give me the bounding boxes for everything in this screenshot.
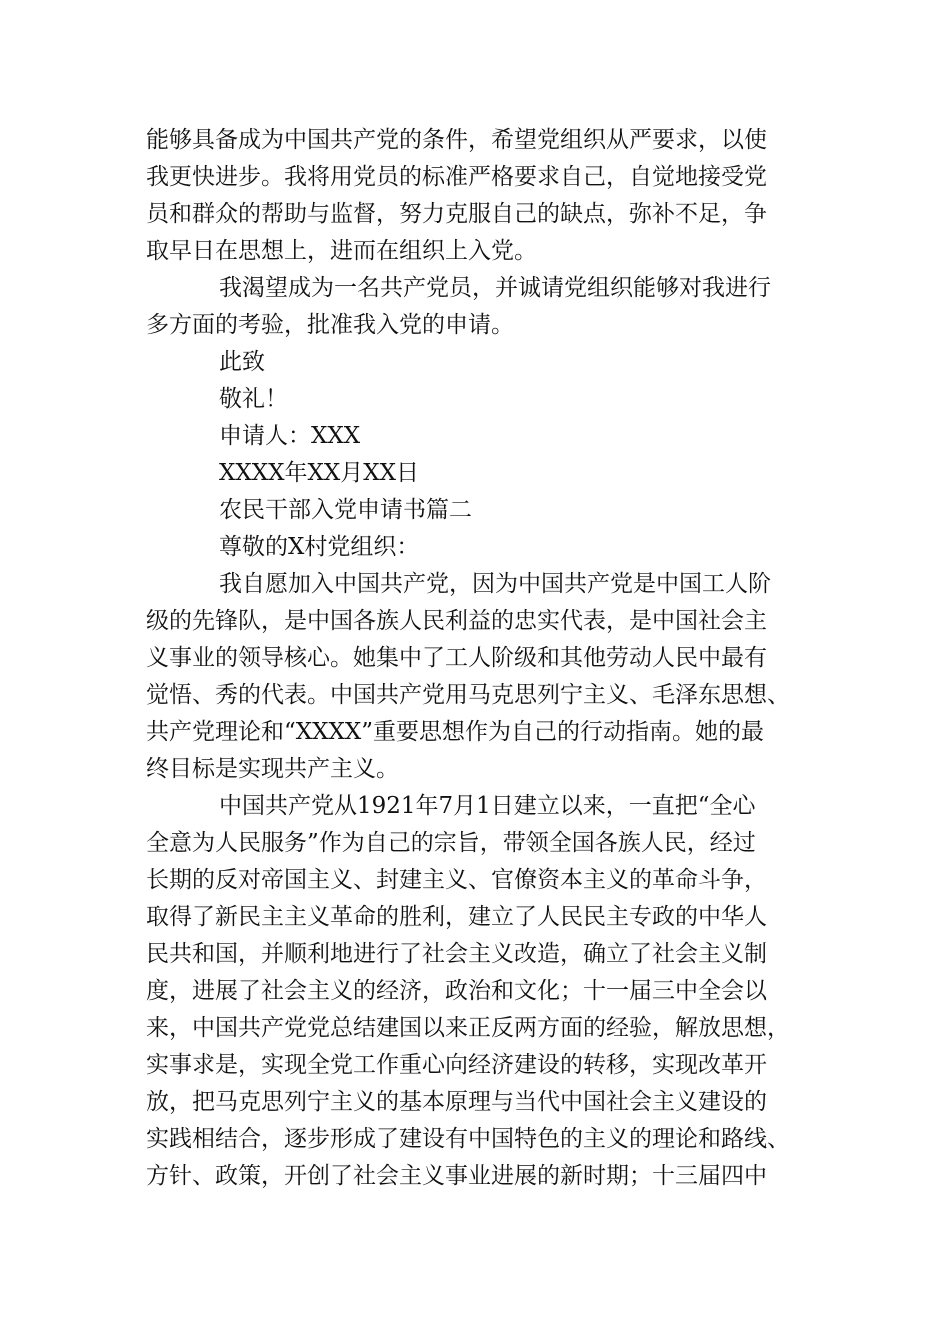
- text-line: 民共和国，并顺利地进行了社会主义改造，确立了社会主义制: [146, 941, 767, 967]
- paragraph-start-line: 敬礼！: [219, 386, 288, 412]
- text-line: 级的先锋队，是中国各族人民利益的忠实代表，是中国社会主: [146, 608, 767, 634]
- paragraph-start-line: 此致: [219, 349, 265, 375]
- paragraph-start-line: 我渴望成为一名共产党员，并诚请党组织能够对我进行: [219, 275, 771, 301]
- text-line: 能够具备成为中国共产党的条件，希望党组织从严要求，以使: [146, 127, 767, 153]
- paragraph-start-line: 我自愿加入中国共产党，因为中国共产党是中国工人阶: [219, 571, 771, 597]
- text-line: 觉悟、秀的代表。中国共产党用马克思列宁主义、毛泽东思想、: [146, 682, 790, 708]
- text-line: 我更快进步。我将用党员的标准严格要求自己，自觉地接受党: [146, 164, 767, 190]
- text-line: 度，进展了社会主义的经济，政治和文化；十一届三中全会以: [146, 978, 767, 1004]
- text-line: 义事业的领导核心。她集中了工人阶级和其他劳动人民中最有: [146, 645, 767, 671]
- paragraph-start-line: 农民干部入党申请书篇二: [219, 497, 472, 523]
- document-body: [146, 122, 806, 1195]
- text-line: 取得了新民主主义革命的胜利，建立了人民民主专政的中华人: [146, 904, 767, 930]
- text-line: 方针、政策，开创了社会主义事业进展的新时期；十三届四中: [146, 1163, 767, 1189]
- text-line: 放，把马克思列宁主义的基本原理与当代中国社会主义建设的: [146, 1089, 767, 1115]
- text-line: 长期的反对帝国主义、封建主义、官僚资本主义的革命斗争，: [146, 867, 767, 893]
- text-line: 全意为人民服务”作为自己的宗旨，带领全国各族人民，经过: [146, 830, 756, 856]
- text-line: 实践相结合，逐步形成了建设有中国特色的主义的理论和路线、: [146, 1126, 790, 1152]
- text-line: 共产党理论和“XXXX”重要思想作为自己的行动指南。她的最: [146, 719, 765, 745]
- text-line: 多方面的考验，批准我入党的申请。: [146, 312, 514, 338]
- text-line: 实事求是，实现全党工作重心向经济建设的转移，实现改革开: [146, 1052, 767, 1078]
- paragraph-start-line: 申请人：XXX: [219, 423, 361, 449]
- text-line: 终目标是实现共产主义。: [146, 756, 399, 782]
- text-line: 取早日在思想上，进而在组织上入党。: [146, 238, 537, 264]
- text-line: 来，中国共产党党总结建国以来正反两方面的经验，解放思想，: [146, 1015, 790, 1041]
- paragraph-start-line: XXXX年XX月XX日: [219, 460, 419, 486]
- paragraph-start-line: 尊敬的X村党组织：: [219, 534, 420, 560]
- paragraph-start-line: 中国共产党从1921年7月1日建立以来，一直把“全心: [219, 793, 756, 819]
- text-line: 员和群众的帮助与监督，努力克服自己的缺点，弥补不足，争: [146, 201, 767, 227]
